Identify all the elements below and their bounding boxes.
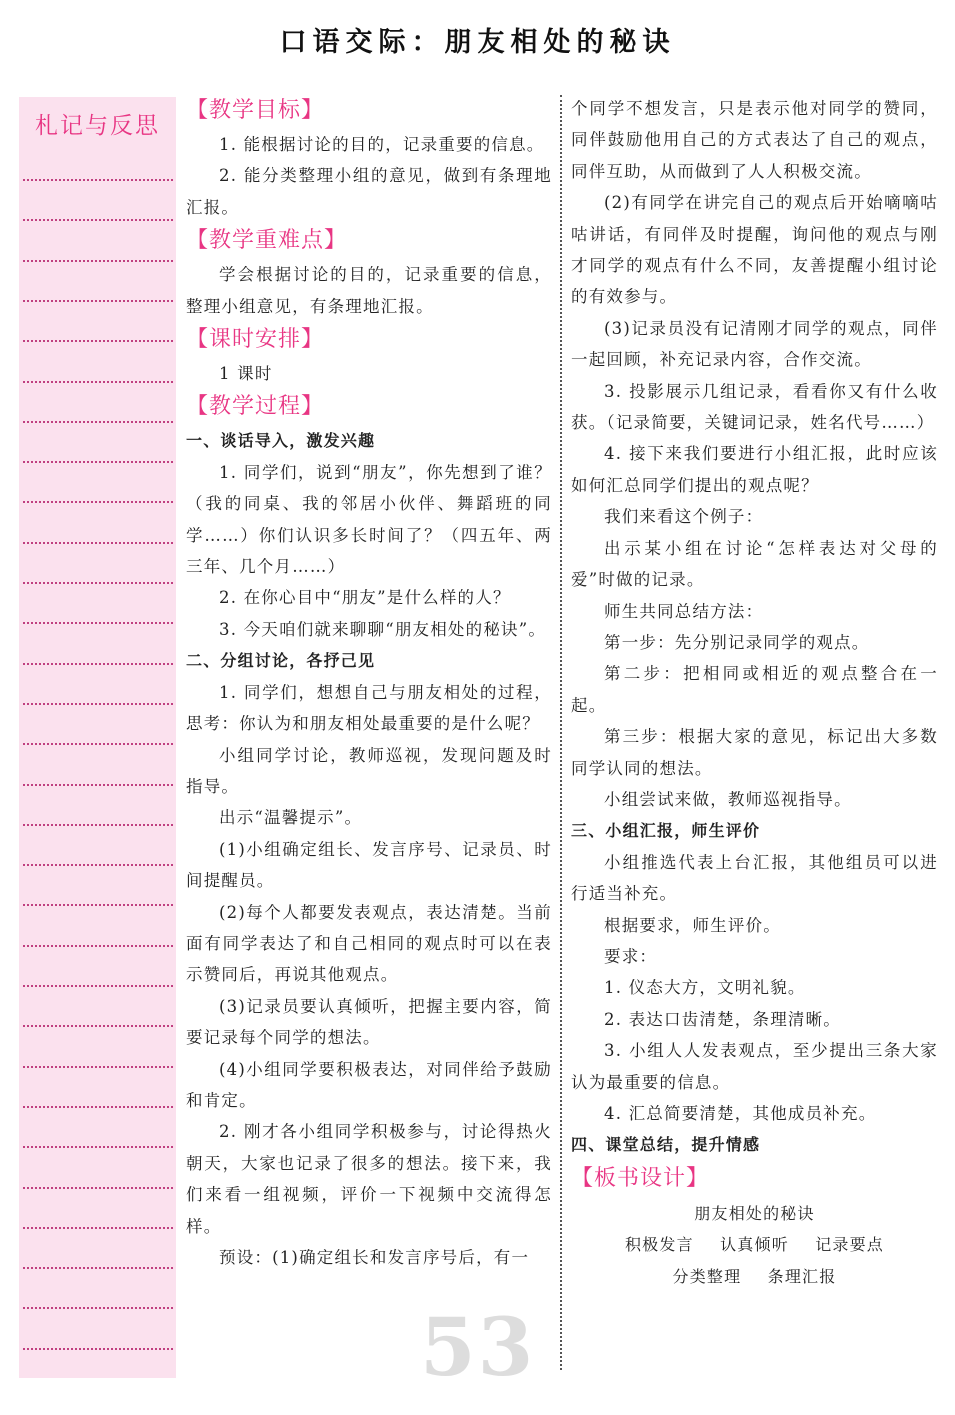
step-heading: 四、课堂总结，提升情感 [571,1135,761,1155]
paragraph: 个同学不想发言，只是表示他对同学的赞同，同伴鼓励他用自己的方式表达了自己的观点，同伴互助，从而做到了人人积极交流。 [571,99,938,181]
section-heading-time: 【课时安排】 [186,327,325,353]
paragraph: 4. 汇总简要清楚，其他成员补充。 [604,1104,877,1123]
note-line [23,703,173,705]
note-line [23,381,173,383]
paragraph: 1. 能根据讨论的目的，记录重要的信息。 [219,135,545,154]
paragraph: (3)记录员没有记清刚才同学的观点，同伴一起回顾，补充记录内容，合作交流。 [571,318,938,370]
notes-sidebar [19,97,176,1378]
note-line [23,1106,173,1108]
paragraph: 小组推选代表上台汇报，其他组员可以进行适当补充。 [571,852,938,904]
step-heading: 一、谈话导入，激发兴趣 [186,431,376,451]
section-heading-goals: 【教学目标】 [186,98,325,123]
paragraph: 2. 刚才各小组同学积极参与，讨论得热火朝天，大家也记录了很多的想法。接下来，我们来看一组视频，评价一下视频中交流得怎样。 [186,1122,552,1236]
paragraph: 3. 投影展示几组记录，看看你又有什么收获。（记录简要，关键词记录，姓名代号……） [571,381,938,433]
paragraph: 4. 接下来我们要进行小组汇报，此时应该如何汇总同学们提出的观点呢？ [571,444,938,495]
note-line [23,582,173,584]
board-row [571,1229,938,1261]
note-line [23,1066,173,1068]
note-line [23,784,173,786]
note-line [23,622,173,624]
note-line [23,824,173,826]
section-heading-board: 【板书设计】 [571,1165,710,1191]
section-heading-process: 【教学过程】 [186,394,325,420]
note-line [23,1146,173,1148]
paragraph: 3. 小组人人发表观点，至少提出三条大家认为最重要的信息。 [571,1041,938,1092]
note-line [23,260,173,262]
paragraph: 小组尝试来做，教师巡视指导。 [604,789,852,809]
note-line [23,985,173,987]
note-line [23,219,173,221]
paragraph: (2)每个人都要发表观点，表达清楚。当前面有同学表达了和自己相同的观点时可以在表示赞同后，再说其他观点。 [186,902,552,985]
column-divider [560,95,562,1370]
note-line [23,542,173,544]
paragraph: 2. 表达口齿清楚，条理清晰。 [604,1009,841,1029]
step-heading: 三、小组汇报，师生评价 [571,821,761,841]
paragraph: 出示“温馨提示”。 [219,808,363,828]
paragraph: 第一步：先分别记录同学的观点。 [604,632,870,652]
note-line [23,1025,173,1027]
paragraph: 第三步：根据大家的意见，标记出大多数同学认同的想法。 [571,727,938,778]
note-line [23,663,173,665]
paragraph: 预设：(1)确定组长和发言序号后，有一 [219,1248,530,1267]
board-item: 积极发言 [624,1234,694,1254]
left-column [186,93,552,1273]
note-line [23,421,173,423]
paragraph: 3. 今天咱们就来聊聊“朋友相处的秘诀”。 [219,619,547,639]
paragraph: 2. 能分类整理小组的意见，做到有条理地汇报。 [186,166,552,217]
note-line [23,340,173,342]
paragraph: 要求： [604,946,658,966]
note-line [23,1187,173,1189]
paragraph: 1 课时 [219,364,273,384]
paragraph: 第二步：把相同或相近的观点整合在一起。 [571,664,938,715]
paragraph: (3)记录员要认真倾听，把握主要内容，简要记录每个同学的想法。 [186,996,552,1048]
paragraph: (4)小组同学要积极表达，对同伴给予鼓励和肯定。 [186,1059,552,1110]
paragraph: 1. 同学们，说到“朋友”，你先想到了谁？（我的同桌、我的邻居小伙伴、舞蹈班的同学……）你们认识多长时间了？（四五年、两三年、几个月……） [186,462,552,577]
note-line [23,743,173,745]
board-item: 分类整理 [672,1266,742,1286]
paragraph: 1. 仪态大方，文明礼貌。 [604,978,806,998]
paragraph: 出示某小组在讨论“怎样表达对父母的爱”时做的记录。 [571,538,938,590]
paragraph: (1)小组确定组长、发言序号、记录员、时间提醒员。 [186,839,552,891]
paragraph: 学会根据讨论的目的，记录重要的信息，整理小组意见，有条理地汇报。 [186,265,552,316]
note-line [23,1267,173,1269]
note-line [23,1348,173,1350]
note-line [23,945,173,947]
board-item: 条理汇报 [767,1266,837,1286]
section-heading-difficulty: 【教学重难点】 [186,228,348,254]
note-line [23,461,173,463]
sidebar-heading: 札记与反思 [35,113,160,139]
note-line [23,300,173,302]
note-line [23,864,173,866]
paragraph: (2)有同学在讲完自己的观点后开始嘀嘀咕咕讲话，有同伴及时提醒，询问他的观点与刚才同学的观点有什么不同，友善提醒小组讨论的有效参与。 [571,193,938,307]
note-line [23,1307,173,1309]
page-number: 53 [420,1300,536,1394]
page-title: 口语交际：朋友相处的秘诀 [279,27,676,58]
paragraph: 小组同学讨论，教师巡视，发现问题及时指导。 [186,745,552,796]
right-column [571,93,938,1293]
paragraph: 2. 在你心目中“朋友”是什么样的人？ [219,588,511,608]
note-line [23,501,173,503]
step-heading: 二、分组讨论，各抒己见 [186,651,376,671]
board-item: 认真倾听 [720,1234,789,1254]
paragraph: 师生共同总结方法： [604,601,764,621]
note-line [23,179,173,181]
paragraph: 根据要求，师生评价。 [604,915,781,935]
note-line [23,904,173,906]
paragraph: 我们来看这个例子： [604,507,764,527]
board-row [571,1261,938,1293]
board-title: 朋友相处的秘诀 [694,1203,815,1223]
board-item: 记录要点 [815,1234,885,1254]
paragraph: 1. 同学们，想想自己与朋友相处的过程，思考：你认为和朋友相处最重要的是什么呢？ [186,682,552,734]
note-line [23,1227,173,1229]
